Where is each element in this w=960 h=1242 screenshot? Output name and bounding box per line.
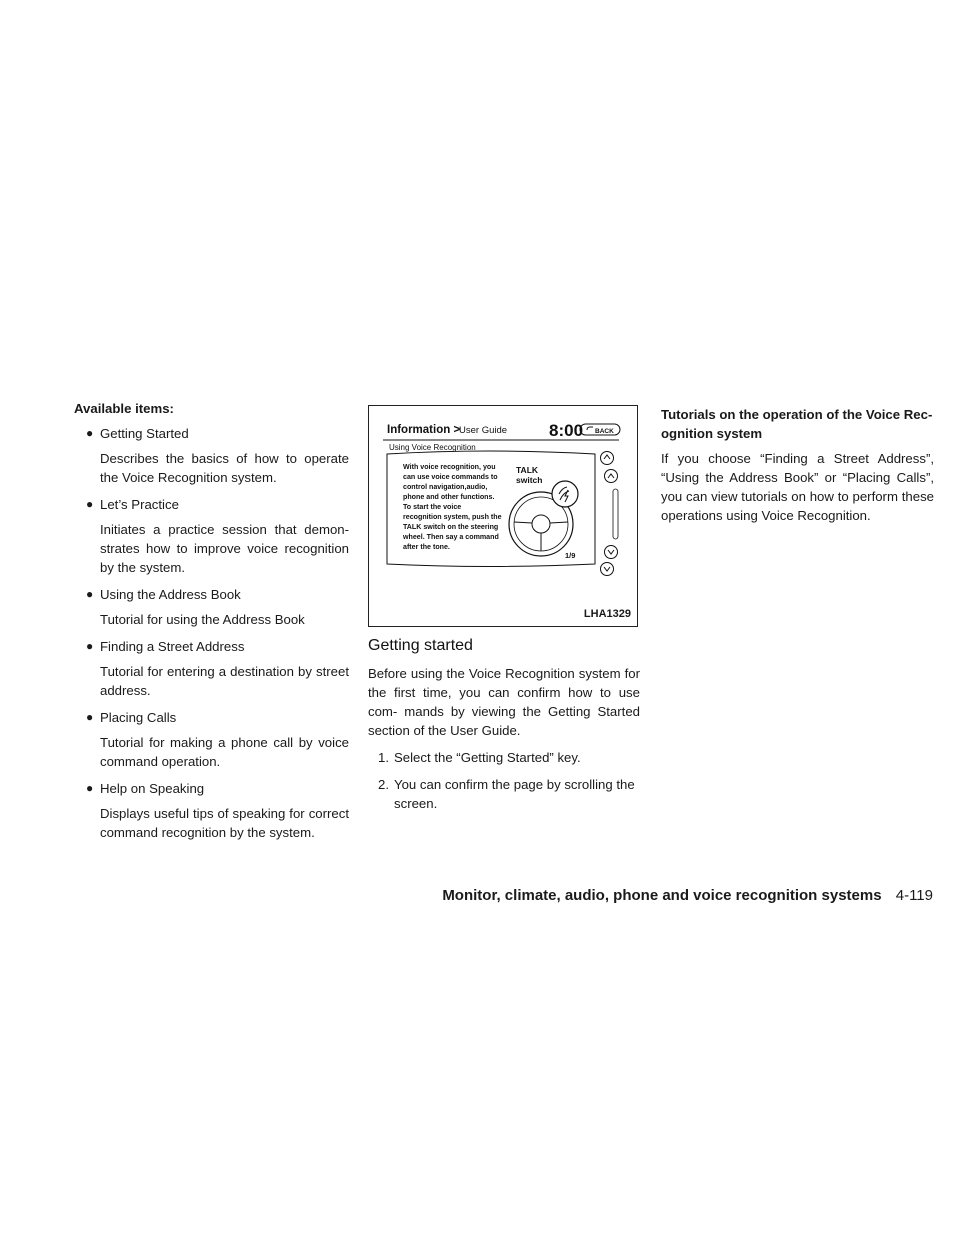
list-item (74, 585, 349, 629)
screen-section-title: Using Voice Recognition (389, 443, 476, 452)
scroll-down-icon[interactable] (605, 546, 618, 559)
getting-started-title: Getting started (368, 637, 473, 654)
item-description: Describes the basics of how to operate the Voice Recognition system. (100, 451, 349, 485)
bullet-icon: ● (86, 497, 94, 511)
screen-header-subtitle: User Guide (459, 425, 508, 436)
bullet-icon: ● (86, 639, 94, 653)
bullet-icon: ● (86, 426, 94, 440)
talk-switch-label-line1: TALK (516, 465, 539, 475)
talk-switch-label-line2: switch (516, 475, 543, 485)
bullet-icon: ● (86, 710, 94, 724)
screen-body-line: wheel. Then say a command (403, 533, 499, 541)
screen-body-line: With voice recognition, you (403, 463, 496, 471)
available-items-list (74, 424, 349, 842)
available-items-heading: Available items: (74, 401, 174, 416)
page-indicator: 1/9 (565, 551, 576, 560)
getting-started-paragraph: Before using the Voice Recognition system for the first time, you can confirm how to use com- mands by viewing the Getting Started section of the User Guide. (368, 666, 640, 738)
step-item (368, 748, 640, 767)
figure-label: LHA1329 (583, 608, 631, 620)
list-item (74, 779, 349, 842)
screen-body-line: after the tone. (403, 543, 450, 551)
item-description: Initiates a practice session that demon- strates how to improve voice recognition by the system. (100, 522, 349, 575)
item-label: Using the Address Book (100, 587, 241, 602)
voice-icon[interactable] (601, 452, 614, 465)
scroll-up-icon[interactable] (605, 470, 618, 483)
screen-body-line: can use voice commands to (403, 473, 498, 481)
item-label: Finding a Street Address (100, 639, 245, 654)
item-description: Tutorial for entering a destination by street address. (100, 664, 349, 698)
screen-body-line: recognition system, push the (403, 513, 502, 521)
screen-body-line: TALK switch on the steering (403, 523, 499, 531)
tutorials-heading: Tutorials on the operation of the Voice Rec- ognition system (661, 407, 933, 441)
user-guide-screen (369, 406, 636, 625)
tutorials-column (661, 405, 934, 533)
screen-body-line: To start the voice (403, 503, 462, 511)
scroll-controls (601, 452, 619, 576)
scroll-bottom-icon[interactable] (601, 563, 614, 576)
screen-body-line: control navigation,audio, (403, 483, 488, 491)
footer-section-title: Monitor, climate, audio, phone and voice recognition systems (442, 887, 882, 904)
page-footer (442, 887, 933, 904)
item-description: Displays useful tips of speaking for correct command recognition by the system. (100, 806, 349, 840)
item-label: Let’s Practice (100, 497, 179, 512)
step-text: You can confirm the page by scrolling the screen. (394, 777, 635, 811)
getting-started-steps (368, 748, 640, 813)
step-item (368, 775, 640, 813)
list-item (74, 708, 349, 771)
list-item (74, 637, 349, 700)
item-label: Placing Calls (100, 710, 177, 725)
item-label: Getting Started (100, 426, 189, 441)
screen-header-title: Information > (387, 424, 461, 436)
available-items-column (74, 399, 349, 850)
scrollbar[interactable] (613, 489, 618, 539)
step-number: 2. (378, 777, 389, 792)
item-description: Tutorial for making a phone call by voice command operation. (100, 735, 349, 769)
screen-clock: 8:00 (549, 421, 584, 440)
getting-started-column (368, 405, 640, 821)
bullet-icon: ● (86, 587, 94, 601)
talk-switch-icon (552, 481, 578, 507)
item-description: Tutorial for using the Address Book (100, 612, 305, 627)
tutorials-paragraph: If you choose “Finding a Street Address”, “Using the Address Book” or “Placing Calls”, you can view tutorials on how to perform these operations using Voice Recognition. (661, 451, 934, 523)
item-label: Help on Speaking (100, 781, 205, 796)
list-item (74, 495, 349, 577)
list-item (74, 424, 349, 487)
back-arrow-icon (587, 427, 593, 430)
user-guide-screen-figure (368, 405, 638, 627)
bullet-icon: ● (86, 781, 94, 795)
screen-body-line: phone and other functions. (403, 493, 495, 501)
step-text: Select the “Getting Started” key. (394, 750, 581, 765)
back-button-label: BACK (595, 428, 614, 435)
step-number: 1. (378, 750, 389, 765)
page-number: 4-119 (895, 887, 933, 904)
